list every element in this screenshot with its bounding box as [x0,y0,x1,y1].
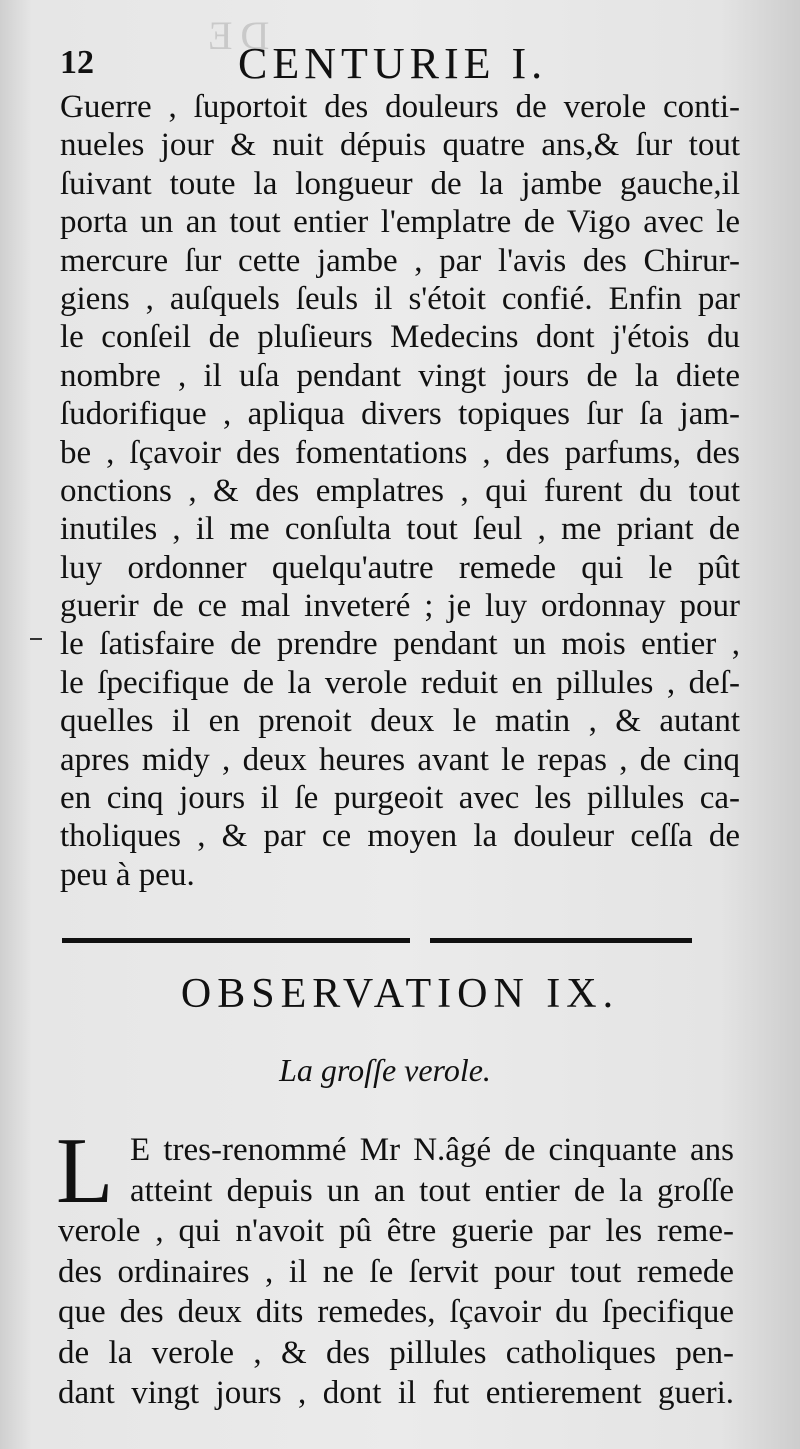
text-line: peu à peu. [60,856,195,893]
running-title: CENTURIE I. [238,39,548,88]
bleed-through-text: DE [200,13,270,58]
text-line: nueles jour & nuit dépuis quatre ans,& ſur tout [60,127,740,164]
text-line: giens , auſquels ſeuls il s'étoit confié. Enfin par [60,280,740,317]
text-line: be , ſçavoir des fomentations , des parfums, des [60,434,740,471]
text-line: guerir de ce mal inveteré ; je luy ordonnay pour [60,588,740,625]
text-line: verole , qui n'avoit pû être guerie par les reme- [58,1213,734,1249]
text-line: ſuivant toute la longueur de la jambe gauche,il [60,165,740,202]
section-divider-left [62,938,410,943]
text-line: nombre , il uſa pendant vingt jours de la diete [60,357,740,394]
text-line: inutiles , il me conſulta tout ſeul , me priant de [60,511,740,548]
text-line: des ordinaires , il ne ſe ſervit pour tout remede [58,1253,734,1290]
text-line: en cinq jours il ſe purgeoit avec les pillules ca- [60,780,740,817]
text-line: atteint depuis un an tout entier de la groſſe [130,1172,734,1209]
text-line: Guerre , ſuportoit des douleurs de verole conti- [60,89,740,125]
text-line: dant vingt jours , dont il fut entierement gueri. [58,1375,734,1411]
text-line: E tres-renommé Mr N.âgé de cinquante ans [130,1132,734,1168]
text-line: luy ordonner quelqu'autre remede qui le pût [60,549,740,586]
text-line: onctions , & des emplatres , qui furent du tout [60,472,740,509]
observation-subtitle: La groſſe verole. [279,1052,491,1088]
text-line: que des deux dits remedes, ſçavoir du ſpecifique [58,1294,734,1330]
text-line: mercure ſur cette jambe , par l'avis des Chirur- [60,242,740,279]
continued-text [60,88,740,894]
text-line: quelles il en prenoit deux le matin , & autant [60,703,740,740]
page-number: 12 [60,44,94,81]
margin-mark [30,638,42,640]
drop-cap: L [56,1119,114,1223]
observation-title: OBSERVATION IX. [180,971,620,1017]
text-line: ſudorifique , apliqua divers topiques ſur ſa jam- [60,396,740,433]
section-divider-right [430,938,692,943]
text-line: de la verole , & des pillules catholiques pen- [58,1334,734,1371]
text-line: apres midy , deux heures avant le repas , de cinq [60,741,740,778]
text-line: tholiques , & par ce moyen la douleur ceſſa de [60,818,740,855]
text-line: le ſatisfaire de prendre pendant un mois entier , [60,626,740,663]
text-line: porta un an tout entier l'emplatre de Vigo avec le [60,204,740,241]
observation-body [56,1119,734,1414]
text-line: le ſpecifique de la verole reduit en pillules , deſ- [60,664,740,701]
text-line: le conſeil de pluſieurs Medecins dont j'étois du [60,319,740,356]
